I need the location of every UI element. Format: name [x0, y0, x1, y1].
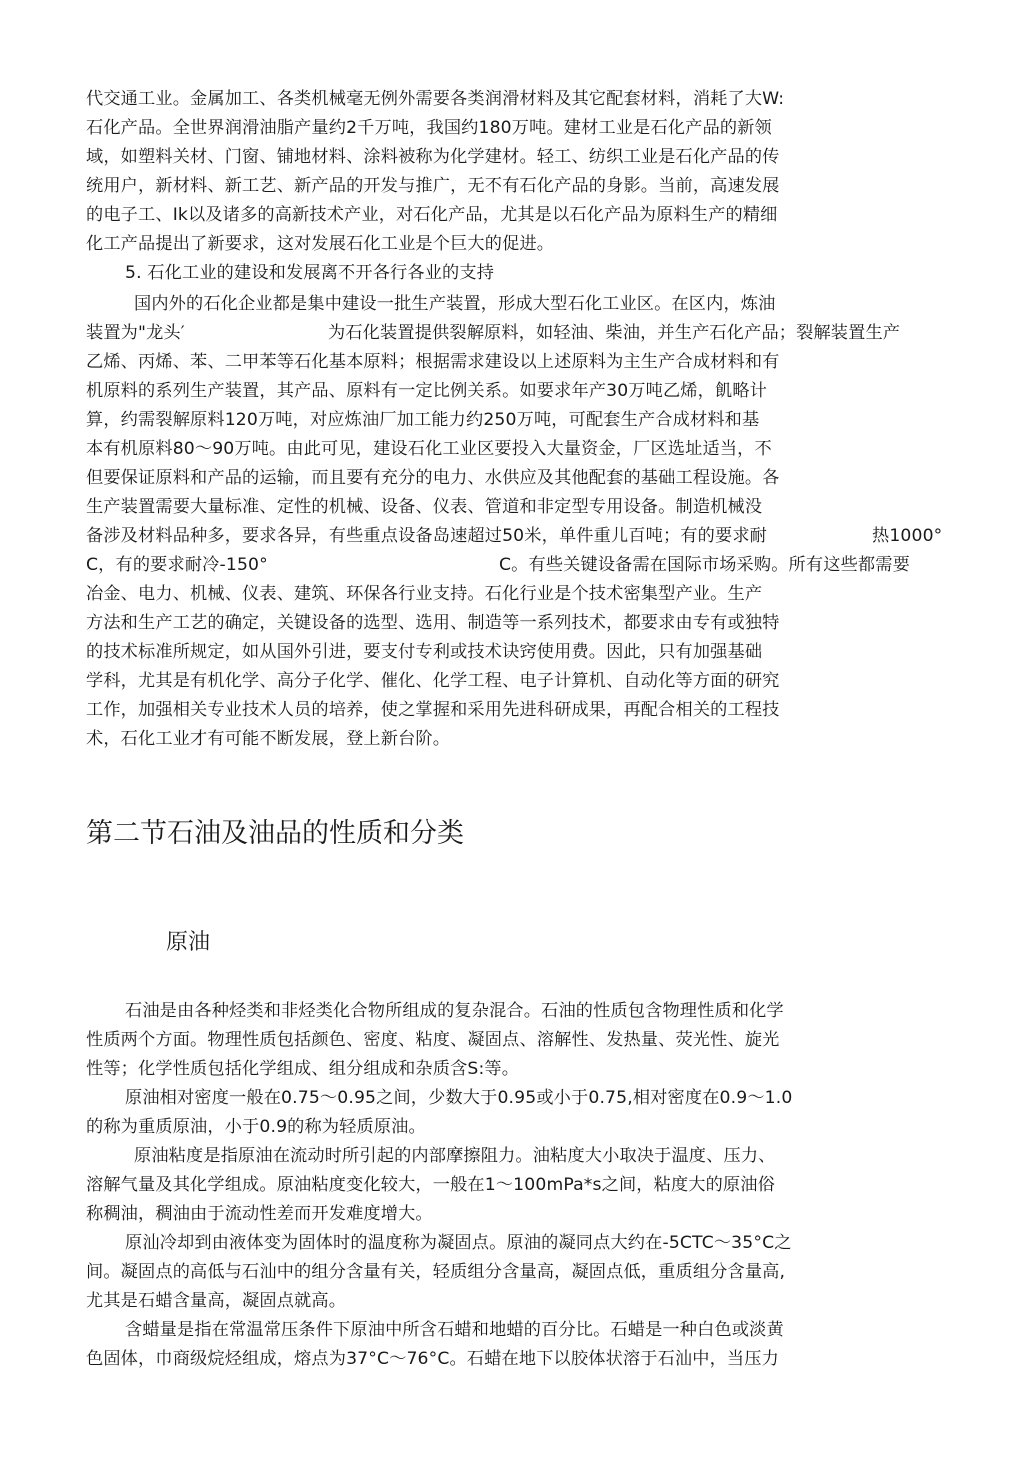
body-text-line: 但要保证原料和产品的运输，而且要有充分的电力、水供应及其他配套的基础工程设施。各: [86, 468, 780, 488]
body-text-line: 溶解气量及其化学组成。原油粘度变化较大，一般在1～100mPa*s之间，粘度大的原油俗: [86, 1175, 775, 1195]
body-text-line: 性等；化学性质包括化学组成、组分组成和杂质含S:等。: [86, 1059, 520, 1079]
body-text-line: 装置为"龙头′: [86, 323, 185, 343]
body-text-line: 的电子工、Ik以及诸多的高新技术产业，对石化产品，尤其是以石化产品为原料生产的精细: [86, 205, 778, 225]
body-text-line: 方法和生产工艺的确定，关键设备的选型、选用、制造等一系列技术，都要求由专有或独特: [86, 613, 780, 633]
body-text-line: 域，如塑料关材、门窗、铺地材料、涂料被称为化学建材。轻工、纺织工业是石化产品的传: [86, 147, 780, 167]
body-text-line: 统用户，新材料、新工艺、新产品的开发与推广，无不有石化产品的身影。当前，高速发展: [86, 176, 780, 196]
body-text-line: 性质两个方面。物理性质包括颜色、密度、粘度、凝固点、溶解性、发热量、荧光性、旋光: [86, 1030, 780, 1050]
body-text-line: 的技术标准所规定，如从国外引进，要支付专利或技术诀窍使用费。因此，只有加强基础: [86, 642, 763, 662]
body-text-line: 含蜡量是指在常温常压条件下原油中所含石蜡和地蜡的百分比。石蜡是一种白色或淡黄: [125, 1320, 784, 1340]
body-text-line: C。有些关键设备需在国际市场采购。所有这些都需要: [499, 555, 910, 575]
body-text-line: 原油粘度是指原油在流动时所引起的内部摩擦阻力。油粘度大小取决于温度、压力、: [134, 1146, 776, 1166]
body-text-line: C，有的要求耐冷-150°: [86, 555, 268, 575]
body-text-line: 乙烯、丙烯、苯、二甲苯等石化基本原料；根据需求建设以上述原料为主生产合成材料和有: [86, 352, 780, 372]
body-text-line: 工作，加强相关专业技术人员的培养，使之掌握和采用先进科研成果，再配合相关的工程技: [86, 700, 780, 720]
body-text-line: 石化产品。全世界润滑油脂产量约2千万吨，我国约180万吨。建材工业是石化产品的新领: [86, 118, 772, 138]
body-text-line: 机原料的系列生产装置，其产品、原料有一定比例关系。如要求年产30万吨乙烯，飢略计: [86, 381, 767, 401]
body-text-line: 学科，尤其是有机化学、高分子化学、催化、化学工程、电子计算机、自动化等方面的研究: [86, 671, 780, 691]
body-text-line: 生产装置需要大量标准、定性的机械、设备、仪表、管道和非定型专用设备。制造机械没: [86, 497, 763, 517]
body-text-line: 冶金、电力、机械、仪表、建筑、环保各行业支持。石化行业是个技术密集型产业。生产: [86, 584, 763, 604]
body-text-line: 本有机原料80～90万吨。由此可见，建设石化工业区要投入大量资金，厂区选址适当，不: [86, 439, 772, 459]
body-text-line: 热1000°: [872, 526, 943, 546]
body-text-line: 备涉及材料品种多，要求各异，有些重点设备岛速超过50米，单件重儿百吨；有的要求耐: [86, 526, 767, 546]
section-title: 第二节石油及油品的性质和分类: [86, 818, 464, 849]
body-text-line: 间。凝固点的高低与石汕中的组分含量有关，轻质组分含量高，凝固点低，重质组分含量高,: [86, 1262, 786, 1282]
body-text-line: 化工产品提出了新要求，这对发展石化工业是个巨大的促进。: [86, 234, 555, 254]
body-text-line: 原汕冷却到由液体变为固体时的温度称为凝固点。原油的凝同点大约在-5CTC～35°C之: [125, 1233, 792, 1253]
body-text-line: 的称为重质原油，小于0.9的称为轻质原油。: [86, 1117, 426, 1137]
numbered-item-heading: 5. 石化工业的建设和发展离不开各行各业的支持: [125, 263, 495, 283]
body-text-line: 算，约需裂解原料120万吨，对应炼油厂加工能力约250万吨，可配套生产合成材料和基: [86, 410, 760, 430]
body-text-line: 石油是由各种烃类和非烃类化合物所组成的复杂混合。石油的性质包含物理性质和化学: [125, 1001, 784, 1021]
body-text-line: 原油相对密度一般在0.75～0.95之间，少数大于0.95或小于0.75,相对密度在0.9～1.0: [125, 1088, 793, 1108]
body-text-line: 术，石化工业才有可能不断发展，登上新台阶。: [86, 729, 451, 749]
body-text-line: 尤其是石蜡含量高，凝固点就高。: [86, 1291, 347, 1311]
body-text-line: 代交通工业。金属加工、各类机械毫无例外需要各类润滑材料及其它配套材料，消耗了大W:: [86, 89, 785, 109]
body-text-line: 国内外的石化企业都是集中建设一批生产装置，形成大型石化工业区。在区内，炼油: [134, 294, 776, 314]
body-text-line: 称稠油，稠油由于流动性差而开发难度增大。: [86, 1204, 433, 1224]
subsection-title: 原油: [166, 930, 211, 955]
body-text-line: 色固体，巾商级烷烃组成，熔点为37°C～76°C。石蜡在地下以胶体状溶于石汕中，当压力: [86, 1349, 779, 1369]
body-text-line: 为石化装置提供裂解原料，如轻油、柴油，并生产石化产品；裂解装置生产: [328, 323, 901, 343]
